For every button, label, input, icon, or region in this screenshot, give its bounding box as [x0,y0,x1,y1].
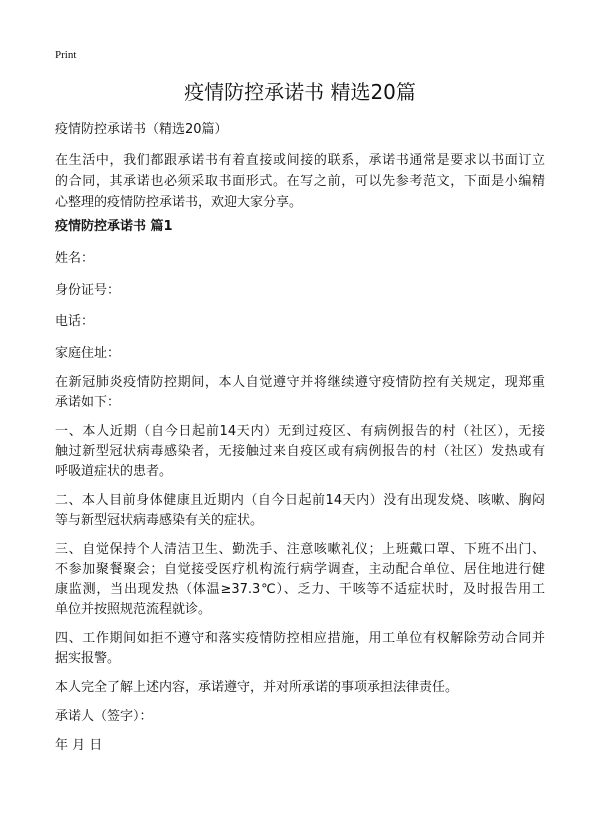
paragraph-line: 在生活中，我们都跟承诺书有着直接或间接的联系，承诺书通常是要求以书面订立 [55,153,545,168]
paragraph-line: 触过新型冠状病毒感染者，无接触过来自疫区或有病例报告的村（社区）发热或有 [55,443,545,459]
paragraph-line: 心整理的疫情防控承诺书，欢迎大家分享。 [55,195,303,210]
document-body [55,120,545,756]
name-field-label: 姓名： [55,251,95,266]
phone-field-label: 电话： [55,314,95,329]
preamble-paragraph [55,373,545,413]
paragraph-line: 在新冠肺炎疫情防控期间，本人自觉遵守并将继续遵守疫情防控有关规定，现郑重 [55,374,545,390]
closing-statement: 本人完全了解上述内容，承诺遵守，并对所承诺的事项承担法律责任。 [55,679,459,695]
paragraph-line: 一、本人近期（自今日起前14天内）无到过疫区、有病例报告的村（社区），无接 [55,423,545,439]
date-label: 年 月 日 [55,737,103,753]
paragraph-line: 不参加聚餐聚会；自觉接受医疗机构流行病学调查，主动配合单位、居住地进行健 [55,561,545,577]
intro-paragraph [55,150,545,213]
document-subtitle: 疫情防控承诺书（精选20篇） [55,122,228,137]
paragraph-line: 康监测，当出现发热（体温≥37.3℃）、乏力、干咳等不适症状时，及时报告用工 [55,581,545,597]
paragraph-line: 单位并按照规范流程就诊。 [55,601,212,617]
paragraph-line: 的合同，其承诺也必须采取书面形式。在写之前，可以先参考范文，下面是小编精 [55,174,545,189]
paragraph-line: 承诺如下： [55,394,121,410]
commitment-item-3 [55,540,545,620]
paragraph-line: 等与新型冠状病毒感染有关的症状。 [55,512,264,528]
paragraph-line: 三、自觉保持个人清洁卫生、勤洗手、注意咳嗽礼仪；上班戴口罩、下班不出门、 [55,541,545,557]
id-number-field-label: 身份证号： [55,282,121,298]
paragraph-line: 二、本人目前身体健康且近期内（自今日起前14天内）没有出现发烧、咳嗽、胸闷 [55,492,545,508]
paragraph-line: 四、工作期间如拒不遵守和落实疫情防控相应措施，用工单位有权解除劳动合同并 [55,630,545,646]
section-heading: 疫情防控承诺书 篇1 [55,219,173,234]
print-link[interactable]: Print [55,49,77,61]
signature-label: 承诺人（签字）： [55,708,153,724]
commitment-item-4 [55,629,545,669]
address-field-label: 家庭住址： [55,345,121,361]
paragraph-line: 据实报警。 [55,650,121,666]
commitment-item-2 [55,491,545,531]
commitment-item-1 [55,422,545,482]
page-title: 疫情防控承诺书 精选20篇 [184,80,416,104]
paragraph-line: 呼吸道症状的患者。 [55,463,173,479]
